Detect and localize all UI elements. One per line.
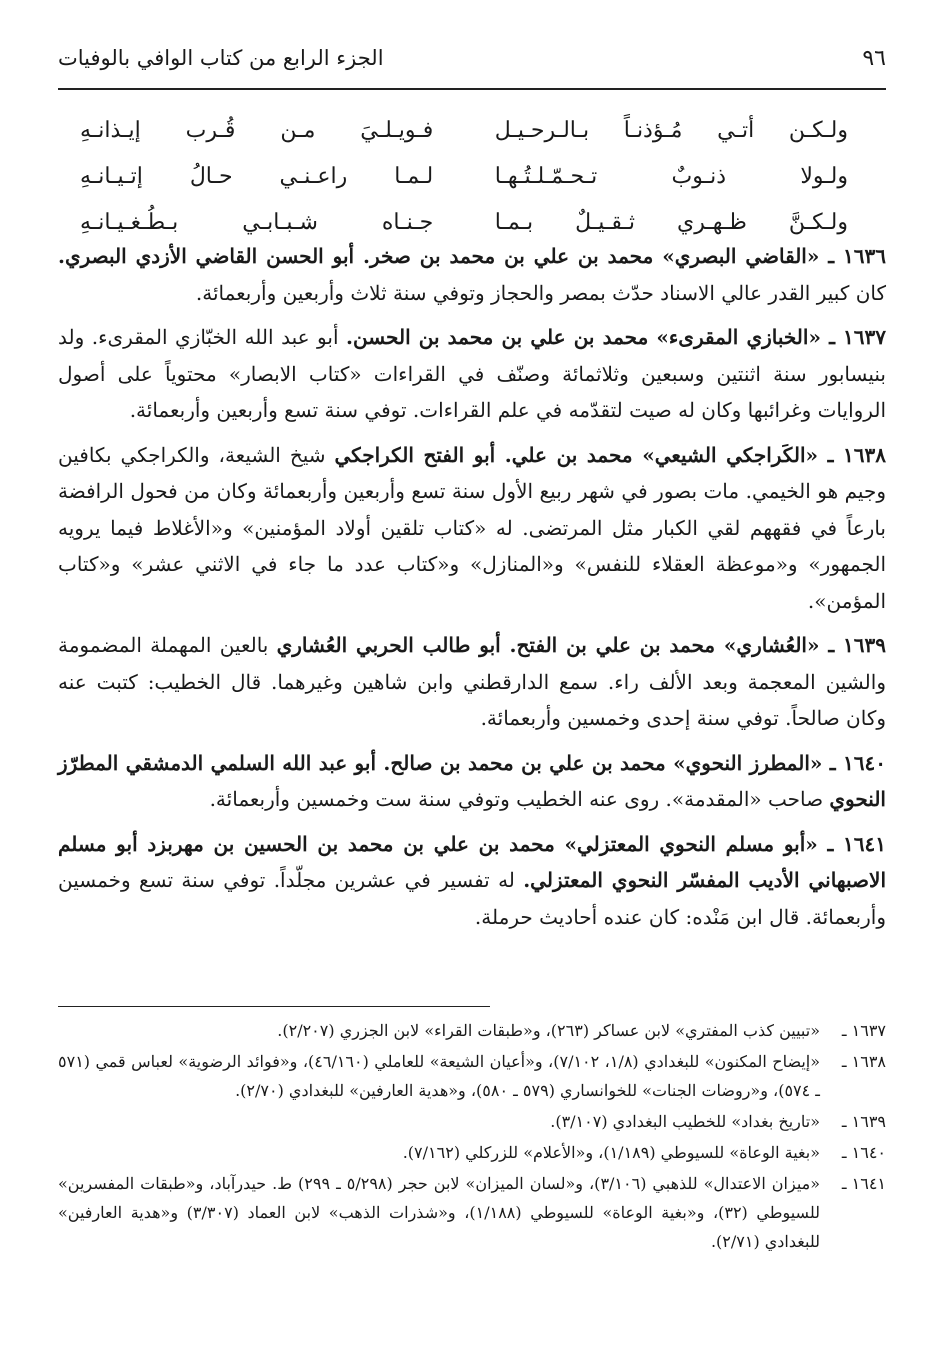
footnote-rule bbox=[58, 1006, 490, 1007]
header-rule bbox=[58, 88, 886, 90]
footnote-number: ١٦٣٧ ـ bbox=[841, 1021, 886, 1040]
entry-text: شيخ الشيعة، والكراجكي بكافين وجيم هو الخيمي. مات بصور في شهر ربيع الأول سنة تسع وأربعين وأربعمائة وكان من فحول الرافضة بارعاً في فقههم لقي الكبار مثل المرتضى. له «كتاب تلقين أولاد المؤمنين» و«الأغلاط فيما يرويه الجمهور» و«موعظة العقلاء للنفس» و«المنازل» و«كتاب عدد ما جاء في الاثني عشر» و«كتاب المؤمن». bbox=[58, 442, 886, 613]
footnote bbox=[58, 1169, 886, 1256]
footnote-text: «إيضاح المكنون» للبغدادي (١/٨، ٧/١٠٢)، و«أعيان الشيعة» للعاملي (٤٦/١٦٠)، و«فوائد الرضوية» لعباس قمي (٥٧١ ـ ٥٧٤)، و«روضات الجنات» للخوانساري (٥٧٩ ـ ٥٨٠)، و«هدية العارفين» للبغدادي (٢/٧٠). bbox=[58, 1052, 821, 1100]
footnotes bbox=[58, 1016, 886, 1258]
entry-heading: ١٦٣٧ ـ «الخبازي المقرىء» محمد بن علي بن محمد بن الحسن. bbox=[346, 325, 887, 349]
entry-text: بالعين المهملة المضمومة والشين المعجمة وبعد الألف راء. سمع الدارقطني وابن شاهين وغيرهما. قال الخطيب: كتبت عنه وكان صالحاً. توفي سنة إحدى وخمسين وأربعمائة. bbox=[58, 633, 886, 730]
biography-entry bbox=[58, 319, 886, 429]
entry-heading: ١٦٤٠ ـ «المطرز النحوي» محمد بن علي بن محمد بن صالح. أبو عبد الله السلمي الدمشقي المطرّز النحوي bbox=[58, 750, 886, 811]
footnote-number: ١٦٤١ ـ bbox=[841, 1174, 886, 1193]
biography-entry bbox=[58, 437, 886, 620]
footnote bbox=[58, 1047, 886, 1105]
verse-first-hemistich: ولـكـنَّ ظـهـري ثـقـيـلٌ بـمـا bbox=[494, 210, 848, 235]
footnote bbox=[58, 1107, 886, 1136]
footnote-text: «تبيين كذب المفتري» لابن عساكر (٢٦٣)، و«طبقات القراء» لابن الجزري (٢/٢٠٧). bbox=[277, 1021, 820, 1040]
page-number: ٩٦ bbox=[862, 46, 886, 71]
biography-entry bbox=[58, 826, 886, 936]
entry-heading: ١٦٤١ ـ «أبو مسلم النحوي المعتزلي» محمد بن علي بن محمد بن الحسين بن مهربزد أبو مسلم الاصبهاني الأديب المفسّر النحوي المعتزلي. bbox=[58, 831, 886, 892]
footnote-number: ١٦٤٠ ـ bbox=[841, 1143, 886, 1162]
verse-first-hemistich: ولـولا ذنـوبٌ تـحـمّـلـتُـهـا bbox=[494, 164, 848, 189]
footnote-number: ١٦٣٨ ـ bbox=[841, 1052, 886, 1071]
entry-heading: ١٦٣٨ ـ «الكَراجكي الشيعي» محمد بن علي. أبو الفتح الكراجكي bbox=[334, 442, 886, 467]
running-title: الجزء الرابع من كتاب الوافي بالوفيات bbox=[58, 46, 384, 70]
entry-text: له تفسير في عشرين مجلّداً. توفي سنة تسع وخمسين وأربعمائة. قال ابن مَنْده: كان عنده أحاديث حرملة. bbox=[58, 868, 886, 929]
biography-entry bbox=[58, 627, 886, 737]
biography-entry bbox=[58, 745, 886, 818]
main-text bbox=[58, 238, 886, 943]
entry-text: كان كبير القدر عالي الاسناد حدّث بمصر والحجاز وتوفي سنة ثلاث وأربعين وأربعمائة. bbox=[195, 280, 886, 305]
page-header bbox=[58, 40, 886, 84]
footnote bbox=[58, 1016, 886, 1045]
footnote-text: «تاريخ بغداد» للخطيب البغدادي (٣/١٠٧). bbox=[550, 1112, 820, 1131]
footnote-text: «بغية الوعاة» للسيوطي (١/١٨٩)، و«الأعلام» للزركلي (٧/١٦٢). bbox=[402, 1143, 820, 1162]
footnote-number: ١٦٣٩ ـ bbox=[841, 1112, 886, 1131]
poem bbox=[80, 108, 848, 246]
poem-verse bbox=[80, 154, 848, 200]
footnote bbox=[58, 1138, 886, 1167]
verse-second-hemistich: جـنـاه شـبـابـي بـطُـغـيـانـهِ bbox=[80, 210, 434, 235]
verse-second-hemistich: لـمـا راعـنـي حـالُ إتـيـانـهِ bbox=[80, 164, 434, 189]
verse-first-hemistich: ولـكـن أتـي مُـؤذنـاً بـالـرحـيـل bbox=[494, 118, 848, 143]
poem-verse bbox=[80, 108, 848, 154]
verse-second-hemistich: فـويـلـيَ مـن قُـرب إيـذانـهِ bbox=[80, 118, 434, 143]
biography-entry bbox=[58, 238, 886, 311]
entry-heading: ١٦٣٦ ـ «القاضي البصري» محمد بن علي بن محمد بن صخر. أبو الحسن القاضي الأزدي البصري. bbox=[58, 244, 886, 268]
entry-heading: ١٦٣٩ ـ «العُشاري» محمد بن علي بن الفتح. أبو طالب الحربي العُشاري bbox=[276, 633, 886, 657]
entry-text: صاحب «المقدمة». روى عنه الخطيب وتوفي سنة ست وخمسين وأربعمائة. bbox=[209, 787, 830, 811]
entry-text: أبو عبد الله الخبّازي المقرىء. ولد بنيسابور سنة اثنتين وسبعين وثلاثمائة وصنّف في القراءات «كتاب الابصار» محتوياً على أصول الروايات وغرائبها وكان له صيت لتقدّمه في علم القراءات. توفي سنة تسع وأربعين وأربعمائة. bbox=[58, 325, 886, 422]
footnote-text: «ميزان الاعتدال» للذهبي (٣/١٠٦)، و«لسان الميزان» لابن حجر (٥/٢٩٨ ـ ٢٩٩) ط. حيدرآباد، و«طبقات المفسرين» للسيوطي (٣٢)، و«بغية الوعاة» للسيوطي (١/١٨٨)، و«شذرات الذهب» لابن العماد (٣/٣٠٧) و«هدية العارفين» للبغدادي (٢/٧١). bbox=[58, 1174, 821, 1251]
